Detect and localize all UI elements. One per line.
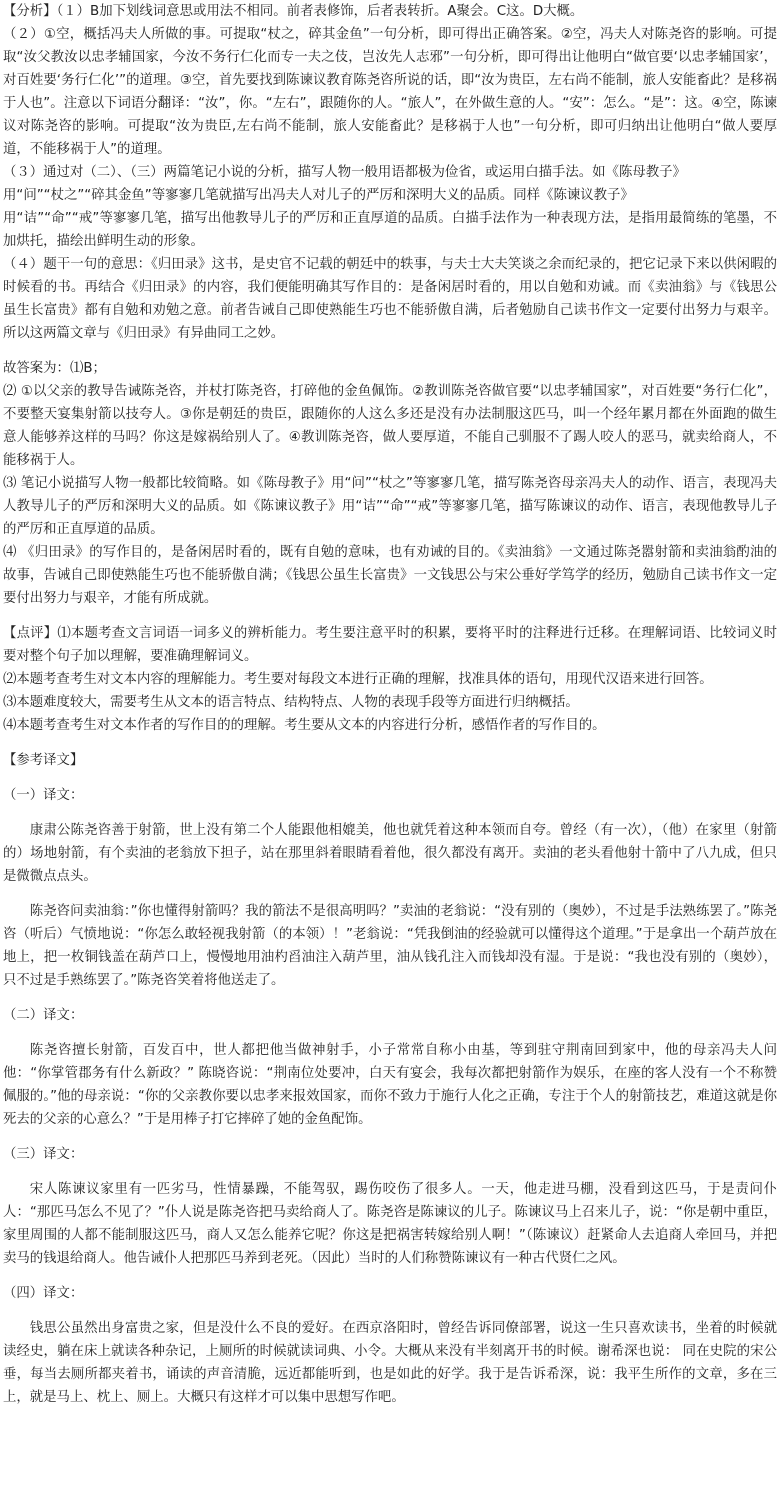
comment-section (3, 622, 777, 737)
translation-4 (3, 1282, 777, 1409)
analysis-section (3, 0, 777, 345)
translation-2-title: （二）译文： (3, 1008, 84, 1023)
answer-section (3, 357, 777, 610)
reference-translation-heading: 【参考译文】 (3, 753, 84, 768)
answer-paragraph-1: 故答案为：⑴B； (3, 361, 106, 376)
comment-paragraph-3: ⑶本题难度较大，需要考生从文本的语言特点、结构特点、人物的表现手段等方面进行归纳概括。 (3, 695, 579, 710)
translation-1-paragraph-1: 康肃公陈尧咨善于射箭，世上没有第二个人能跟他相媲美，他也就凭着这种本领而自夸。曾经（有一次），（他）在家里（射箭的）场地射箭，有个卖油的老翁放下担子，站在那里斜着眼睛看着他，很久都没有离开。卖油的老头看他射十箭中了八九成，但只是微微点点头。 (3, 823, 777, 884)
comment-paragraph-2: ⑵本题考查考生对文本内容的理解能力。考生要对每段文本进行正确的理解，找准具体的语句，用现代汉语来进行回答。 (3, 672, 713, 687)
translation-2-paragraph-1: 陈尧咨擅长射箭，百发百中，世人都把他当做神射手，小子常常自称小由基，等到驻守荆南回到家中，他的母亲冯夫人问他：“你掌管郡务有什么新政？” 陈晓咨说：“荆南位处要冲，白天有宴会，我每次都把射箭作为娱乐，在座的客人没有一个不称赞佩服的。”他的母亲说：“你的父亲教你要以忠孝来报效国家，而你不致力于施行人化之正确，专注于个人的射箭技艺，难道这就是你死去的父亲的心意么？”于是用棒子打它摔碎了她的金鱼配饰。 (3, 1043, 777, 1127)
comment-paragraph-1: 【点评】⑴本题考查文言词语一词多义的辨析能力。考生要注意平时的积累，要将平时的注释进行迁移。在理解词语、比较词义时要对整个句子加以理解，要准确理解词义。 (3, 626, 777, 664)
answer-paragraph-4: ⑷ 《归田录》的写作目的，是备闲居时看的，既有自勉的意味，也有劝诫的目的。《卖油翁》一文通过陈尧嚣射箭和卖油翁酌油的故事，告诫自己即使熟能生巧也不能骄傲自满；《钱思公虽生长富贵》一文钱思公与宋公垂好学笃学的经历，勉励自己读书作文一定要付出努力与艰辛，才能有所成就。 (3, 545, 777, 606)
analysis-paragraph-4: （４）题干一句的意思：《归田录》这书，是史官不记载的朝廷中的轶事，与夫士大夫笑谈之余而纪录的，把它记录下来以供闲暇的时候看的书。再结合《归田录》的内容，我们便能明确其写作目的：是备闲居时看的，用以自勉和劝诫。而《卖油翁》与《钱思公虽生长富贵》都有自勉和劝勉之意。前者告诫自己即使熟能生巧也不能骄傲自满，后者勉励自己读书作文一定要付出努力与艰辛。所以这两篇文章与《归田录》有异曲同工之妙。 (3, 257, 777, 341)
translation-2 (3, 1004, 777, 1131)
answer-paragraph-3: ⑶ 笔记小说描写人物一般都比较简略。如《陈母教子》用“问”“杖之”等寥寥几笔，描写陈尧咨母亲冯夫人的动作、语言，表现冯夫人教导儿子的严厉和深明大义的品质。如《陈谏议教子》用“诘”“命”“戒”等寥寥几笔，描写陈谏议的动作、语言，表现他教导儿子的严厉和正直厚道的品质。 (3, 476, 777, 537)
answer-paragraph-2: ⑵ ①以父亲的教导告诫陈尧咨，并杖打陈尧咨，打碎他的金鱼佩饰。②教训陈尧咨做官要“以忠孝辅国家”，对百姓要“务行仁化”，不要整天宴集射箭以技夸人。③你是朝廷的贵臣，跟随你的人这么多还是没有办法制服这匹马，叫一个经年累月都在外面跑的做生意人能够养这样的马吗？你这是嫁祸给别人了。④教训陈尧咨，做人要厚道，不能自己驯服不了踢人咬人的恶马，就卖给商人，不能移祸于人。 (3, 384, 777, 468)
analysis-paragraph-1: 【分析】（１）B加下划线词意思或用法不相同。前者表修饰，后者表转折。A聚会。C这。D大概。 (3, 4, 584, 19)
analysis-paragraph-3-line-3: 用“诘”“命”“戒”等寥寥几笔，描写出他教导儿子的严厉和正直厚道的品质。白描手法作为一种表现方法，是指用最简练的笔墨，不加烘托，描绘出鲜明生动的形象。 (3, 211, 777, 249)
translation-3 (3, 1143, 777, 1270)
analysis-paragraph-3 (3, 161, 777, 253)
analysis-paragraph-3-line-2: 用“问”“杖之”“碎其金鱼”等寥寥几笔就描写出冯夫人对儿子的严厉和深明大义的品质。同样《陈谏议教子》 (3, 188, 634, 203)
comment-paragraph-4: ⑷本题考查考生对文本作者的写作目的的理解。考生要从文本的内容进行分析，感悟作者的写作目的。 (3, 718, 606, 733)
translation-4-title: （四）译文： (3, 1286, 84, 1301)
translation-1 (3, 784, 777, 992)
analysis-paragraph-2: （２）①空，概括冯夫人所做的事。可提取“杖之，碎其金鱼”一句分析，即可得出正确答案。②空，冯夫人对陈尧咨的影响。可提取“汝父教汝以忠孝辅国家，今汝不务行仁化而专一夫之伎，岂汝先人志邪”一句分析，即可得出让他明白“做官要‘以忠孝辅国家’，对百姓要‘务行仁化’”的道理。③空，首先要找到陈谏议教育陈尧咨所说的话，即“汝为贵臣，左右尚不能制，旅人安能畜此？是移祸于人也”。注意以下词语分翻译：“汝”，你。“左右”，跟随你的人。“旅人”，在外做生意的人。“安”：怎么。“是”：这。④空，陈谏议对陈尧咨的影响。可提取“汝为贵臣,左右尚不能制，旅人安能畜此？是移祸于人也”一句分析，即可归纳出让他明白“做人要厚道，不能移祸于人”的道理。 (3, 27, 777, 157)
translation-1-title: （一）译文： (3, 788, 84, 803)
translation-4-paragraph-1: 钱思公虽然出身富贵之家，但是没什么不良的爱好。在西京洛阳时，曾经告诉同僚部署，说这一生只喜欢读书，坐着的时候就读经史，躺在床上就读各种杂记，上厕所的时候就读词典、小令。大概从来没有半刻离开书的时候。谢希深也说： 同在史院的宋公垂，每当去厕所都夹着书，诵读的声音清脆，远近都能听到，也是如此的好学。我于是告诉希深，说：我平生所作的文章，多在三上，就是马上、枕上、厕上。大概只有这样才可以集中思想写作吧。 (3, 1321, 777, 1405)
translation-3-paragraph-1: 宋人陈谏议家里有一匹劣马，性情暴躁，不能驾驭，踢伤咬伤了很多人。一天，他走进马棚，没看到这匹马，于是责问仆人：“那匹马怎么不见了？”仆人说是陈尧咨把马卖给商人了。陈尧咨是陈谏议的儿子。陈谏议马上召来儿子，说：“你是朝中重臣，家里周围的人都不能制服这匹马，商人又怎么能养它呢？你这是把祸害转嫁给别人啊！”（陈谏议）赶紧命人去追商人牵回马，并把卖马的钱退给商人。他告诫仆人把那匹马养到老死。（因此）当时的人们称赞陈谏议有一种古代贤仁之风。 (3, 1182, 777, 1266)
analysis-paragraph-3-line-1: （３）通过对（二）、（三）两篇笔记小说的分析，描写人物一般用语都极为俭省，或运用白描手法。如《陈母教子》 (3, 165, 686, 180)
translation-1-paragraph-2: 陈尧咨问卖油翁：”你也懂得射箭吗？我的箭法不是很高明吗？”卖油的老翁说：“没有别的（奥妙），不过是手法熟练罢了。”陈尧咨（听后）气愤地说：“你怎么敢轻视我射箭（的本领）！”老翁说：“凭我倒油的经验就可以懂得这个道理。”于是拿出一个葫芦放在地上，把一枚铜钱盖在葫芦口上，慢慢地用油杓舀油注入葫芦里，油从钱孔注入而钱却没有湿。于是说：“我也没有别的（奥妙），只不过是手熟练罢了。”陈尧咨笑着将他送走了。 (3, 904, 777, 988)
translation-3-title: （三）译文： (3, 1147, 84, 1162)
